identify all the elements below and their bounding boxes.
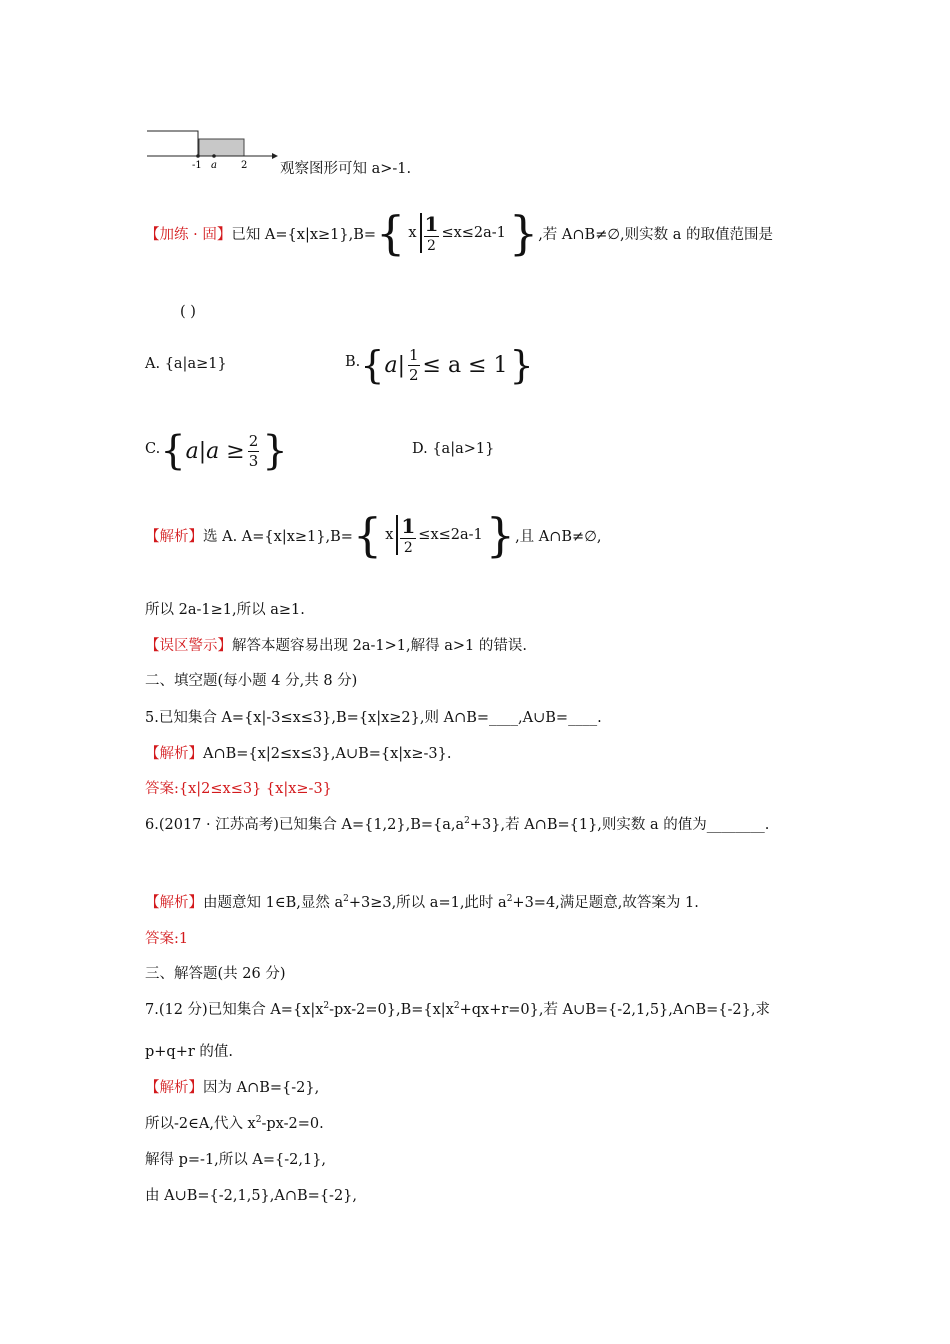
- q5-analysis: [145, 742, 451, 763]
- analysis-set-var: x: [385, 527, 394, 543]
- analysis-set-cond: ≤x≤2a-1: [418, 527, 483, 543]
- q7-l2sup: 2: [255, 1115, 262, 1126]
- shaded-interval: [199, 139, 244, 156]
- option-b-fraction: [408, 345, 420, 384]
- option-a: A. {a|a≥1}: [145, 356, 227, 372]
- right-brace-icon: }: [262, 428, 288, 474]
- q7-analysis-l3: 解得 p=-1,所以 A={-2,1},: [145, 1152, 327, 1168]
- analysis-1-line2: 所以 2a-1≥1,所以 a≥1.: [145, 602, 305, 618]
- set-b-bar: [420, 213, 422, 253]
- option-b-label: B.: [345, 354, 361, 370]
- analysis-1-tag: 【解析】: [145, 528, 203, 545]
- set-b-num: 1: [424, 211, 439, 236]
- q7-stem: [145, 998, 770, 1019]
- set-b-cond: ≤x≤2a-1: [441, 225, 506, 241]
- option-b: [345, 343, 534, 387]
- q7-stem-c: +qx+r=0},若 A∪B={-2,1,5},A∩B={-2},求: [459, 1002, 770, 1018]
- interval-bracket-a: [147, 131, 198, 156]
- exercise-stem: [145, 206, 773, 260]
- q5-answer: 答案:{x|2≤x≤3} {x|x≥-3}: [145, 781, 332, 797]
- analysis-set-num: 1: [401, 513, 416, 538]
- q6-stem-b: +3},若 A∩B={1},则实数 a 的值为________.: [469, 817, 770, 833]
- q6-stem: [145, 813, 769, 834]
- set-b-den: 2: [427, 237, 436, 254]
- answer-blank: ( ): [180, 304, 196, 320]
- q6-analysis: [145, 891, 699, 912]
- q5-stem: 5.已知集合 A={x|-3≤x≤3},B={x|x≥2},则 A∩B=____,A∪B=____.: [145, 710, 602, 726]
- option-b-num: 1: [408, 345, 419, 364]
- q6-answer: 答案:1: [145, 931, 189, 947]
- exercise-stem-prefix: 已知 A={x|x≥1},B=: [231, 226, 377, 243]
- left-brace-icon: {: [360, 343, 385, 387]
- q6-analysis-b: +3≥3,所以 a=1,此时 a: [348, 895, 507, 911]
- warning: [145, 634, 527, 655]
- left-brace-icon: {: [160, 428, 186, 474]
- q7-stem-b: -px-2=0},B={x|x: [329, 1002, 454, 1018]
- analysis-set-den: 2: [403, 539, 413, 556]
- tick-a: a: [211, 160, 217, 171]
- point-a: [212, 154, 216, 158]
- option-c-label: C.: [145, 441, 161, 457]
- right-brace-icon: }: [485, 508, 516, 562]
- left-brace-icon: {: [376, 206, 406, 260]
- section-3-heading: 三、解答题(共 26 分): [145, 966, 286, 982]
- option-c: [145, 428, 288, 474]
- analysis-1: [145, 508, 602, 562]
- q7-analysis-tag: 【解析】: [145, 1080, 203, 1096]
- option-c-den: 3: [248, 451, 259, 470]
- axis-arrow: [272, 153, 278, 159]
- q6-sup1: 2: [464, 816, 470, 827]
- option-b-right: ≤ a ≤ 1: [422, 352, 508, 378]
- exercise-tag: 【加练 · 固】: [145, 226, 232, 243]
- q6-analysis-tag: 【解析】: [145, 895, 203, 911]
- q6-stem-a: 6.(2017 · 江苏高考)已知集合 A={1,2},B={a,a: [145, 817, 465, 833]
- option-c-left: a|a ≥: [185, 438, 245, 464]
- number-line-caption: 观察图形可知 a>-1.: [280, 161, 412, 177]
- option-b-den: 2: [408, 365, 419, 384]
- right-brace-icon: }: [508, 206, 539, 260]
- q7-analysis-l2: [145, 1112, 324, 1133]
- section-2-heading: 二、填空题(每小题 4 分,共 8 分): [145, 673, 358, 689]
- set-b-var: x: [408, 225, 417, 241]
- warning-tag: 【误区警示】: [145, 638, 232, 654]
- q6-analysis-a: 由题意知 1∈B,显然 a: [203, 895, 344, 911]
- analysis-1-prefix: 选 A. A={x|x≥1},B=: [203, 528, 353, 545]
- warning-text: 解答本题容易出现 2a-1>1,解得 a>1 的错误.: [232, 638, 527, 654]
- q6-sup2: 2: [343, 894, 349, 905]
- set-b-fraction: [424, 211, 440, 254]
- q7-stem-a: 7.(12 分)已知集合 A={x|x: [145, 1002, 324, 1018]
- analysis-set-fraction: [400, 513, 416, 556]
- number-line-figure: [140, 124, 280, 172]
- point-minus-one: [196, 154, 200, 158]
- q5-analysis-text: A∩B={x|2≤x≤3},A∪B={x|x≥-3}.: [203, 746, 452, 762]
- q7-sup1: 2: [323, 1001, 330, 1012]
- q7-l2b: -px-2=0.: [261, 1116, 324, 1132]
- tick-two: 2: [241, 160, 248, 171]
- q5-analysis-tag: 【解析】: [145, 746, 203, 762]
- left-brace-icon: {: [352, 508, 383, 562]
- right-brace-icon: }: [509, 343, 534, 387]
- q7-stem-line2: p+q+r 的值.: [145, 1044, 234, 1060]
- option-d: D. {a|a>1}: [412, 441, 495, 457]
- q7-sup2: 2: [453, 1001, 460, 1012]
- tick-minus-one: -1: [192, 160, 202, 171]
- q6-analysis-c: +3=4,满足题意,故答案为 1.: [512, 895, 699, 911]
- option-c-fraction: [248, 431, 260, 470]
- q7-analysis-l1: [145, 1076, 319, 1097]
- analysis-set-bar: [396, 515, 398, 555]
- analysis-1-suffix: ,且 A∩B≠∅,: [515, 528, 602, 545]
- q7-analysis-l4: 由 A∪B={-2,1,5},A∩B={-2},: [145, 1188, 357, 1204]
- q7-l1: 因为 A∩B={-2},: [203, 1080, 320, 1096]
- q7-l2a: 所以-2∈A,代入 x: [145, 1116, 256, 1132]
- exercise-stem-suffix: ,若 A∩B≠∅,则实数 a 的取值范围是: [538, 226, 773, 243]
- q6-sup3: 2: [506, 894, 513, 905]
- option-b-left: a|: [384, 352, 405, 378]
- option-c-num: 2: [248, 431, 259, 450]
